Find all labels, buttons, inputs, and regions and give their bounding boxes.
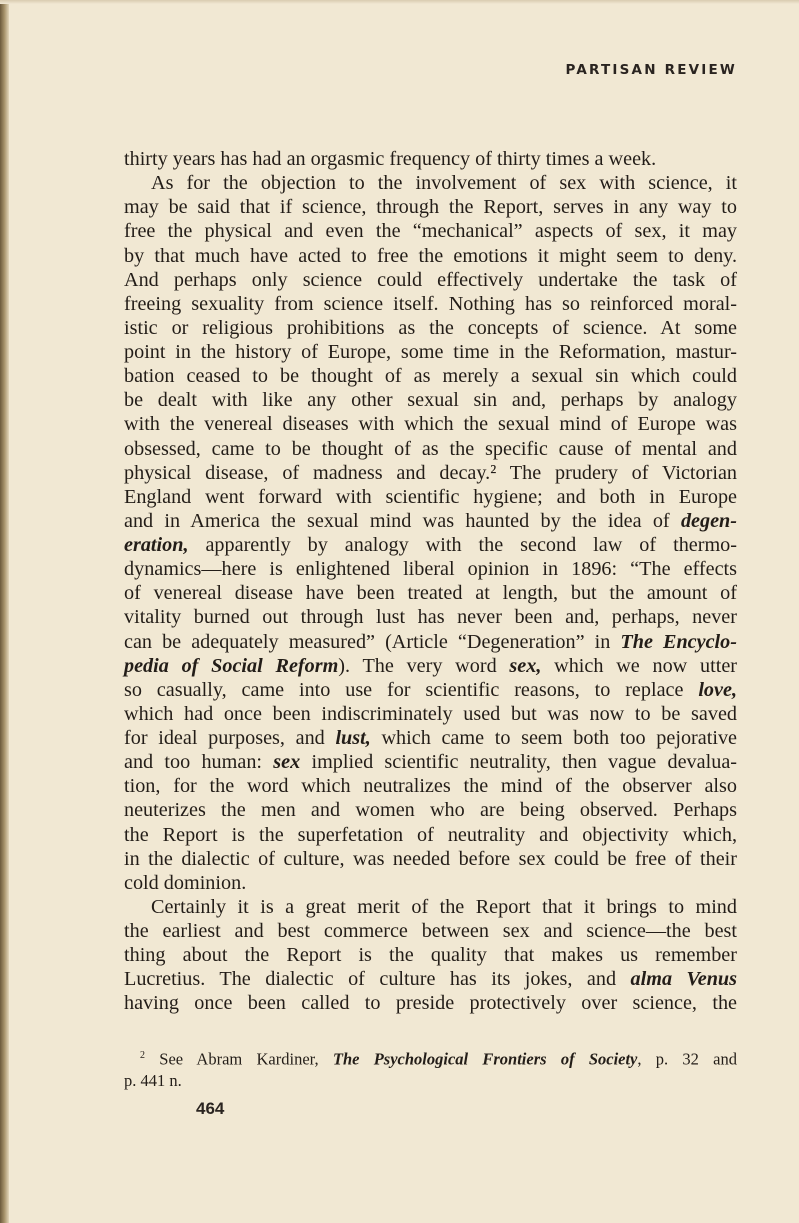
text-segment: And perhaps only science could effectively undertake the task of [124, 268, 737, 291]
page-top-edge [0, 0, 799, 4]
running-header: PARTISAN REVIEW [565, 62, 737, 78]
text-line [124, 991, 737, 1015]
text-line [124, 461, 737, 485]
text-segment: so casually, came into use for scientific reasons, to replace [124, 678, 699, 701]
text-segment: free the physical and even the “mechanical” aspects of sex, it may [124, 220, 737, 243]
text-segment: cold dominion. [124, 871, 247, 894]
italic-text: The Encyclo- [620, 630, 737, 653]
text-segment: thirty years has had an orgasmic frequency of thirty times a week. [124, 148, 657, 170]
text-line [124, 147, 737, 171]
footnote-marker: 2 [140, 1050, 145, 1061]
text-line [124, 364, 737, 388]
text-segment: of venereal disease have been treated at length, but the amount of [124, 582, 737, 605]
text-segment: in the dialectic of culture, was needed before sex could be free of their [124, 847, 737, 870]
text-line [124, 533, 737, 557]
footnote-line-2: p. 441 n. [124, 1070, 182, 1090]
text-segment: ). The very word [338, 654, 510, 677]
footnote-text: See Abram Kardiner, [159, 1049, 333, 1069]
footnote-line-1 [124, 1045, 737, 1070]
text-segment: Lucretius. The dialectic of culture has its jokes, and [124, 968, 631, 991]
italic-text: lust, [335, 727, 371, 749]
text-line [124, 292, 737, 316]
text-line [124, 847, 737, 871]
text-segment: istic or religious prohibitions as the concepts of science. At some [124, 316, 737, 339]
body-text [124, 147, 737, 1016]
text-line [124, 630, 737, 654]
text-line [124, 509, 737, 533]
italic-text: degen- [680, 509, 737, 532]
italic-text: sex, [509, 654, 542, 677]
text-segment: Certainly it is a great merit of the Report that it brings to mind [151, 895, 737, 918]
book-spine-edge [0, 0, 9, 1223]
text-line [124, 195, 737, 219]
text-segment: for ideal purposes, and [124, 727, 336, 749]
text-line [124, 678, 737, 702]
text-segment: point in the history of Europe, some time in the Reformation, mastur- [124, 341, 737, 363]
text-line [124, 485, 737, 509]
text-segment: the Report is the superfetation of neutrality and objectivity which, [124, 823, 737, 846]
text-line [124, 943, 737, 967]
text-segment: which had once been indiscriminately used but was now to be saved [124, 702, 737, 725]
text-segment: which we now utter [541, 654, 737, 677]
text-line [124, 774, 737, 798]
text-segment: As for the objection to the involvement of sex with science, it [151, 172, 737, 195]
text-segment: tion, for the word which neutralizes the mind of the observer also [124, 775, 737, 798]
text-segment: can be adequately measured” (Article “Degeneration” in [124, 630, 621, 653]
text-line [124, 557, 737, 581]
text-line [124, 702, 737, 726]
text-segment: vitality burned out through lust has never been and, perhaps, never [124, 606, 737, 629]
text-line [124, 581, 737, 605]
text-line [124, 895, 737, 919]
text-segment: England went forward with scientific hygiene; and both in Europe [124, 485, 737, 508]
text-line [124, 919, 737, 943]
text-line [124, 823, 737, 847]
footnote [124, 1045, 737, 1091]
text-line [124, 871, 737, 895]
text-segment: bation ceased to be thought of as merely a sexual sin which could [124, 365, 737, 388]
text-line [124, 605, 737, 629]
text-line [124, 219, 737, 243]
italic-text: sex [273, 751, 301, 774]
text-segment: neuterizes the men and women who are being observed. Perhaps [124, 799, 737, 822]
page-number: 464 [196, 1099, 225, 1118]
text-line [124, 171, 737, 195]
text-line [124, 268, 737, 292]
text-segment: having once been called to preside protectively over science, the [124, 992, 737, 1015]
text-line [124, 340, 737, 364]
text-line [124, 798, 737, 822]
text-segment: which came to seem both too pejorative [370, 727, 737, 749]
text-segment: may be said that if science, through the Report, serves in any way to [124, 196, 737, 219]
text-segment: by that much have acted to free the emotions it might seem to deny. [124, 244, 737, 267]
italic-text: alma Venus [630, 968, 738, 991]
text-segment: apparently by analogy with the second law of thermo- [188, 534, 737, 556]
italic-text: eration, [124, 534, 189, 556]
text-line [124, 316, 737, 340]
footnote-text: , p. 32 and [637, 1049, 737, 1069]
text-segment: thing about the Report is the quality that makes us remember [124, 944, 737, 967]
text-line [124, 654, 737, 678]
text-line [124, 726, 737, 750]
text-line [124, 437, 737, 461]
text-segment: and in America the sexual mind was haunted by the idea of [124, 509, 681, 532]
text-line [124, 967, 737, 991]
text-segment: dynamics—here is enlightened liberal opinion in 1896: “The effects [124, 558, 737, 581]
text-segment: with the venereal diseases with which the sexual mind of Europe was [124, 413, 737, 436]
text-segment: and too human: [124, 751, 274, 774]
text-segment: freeing sexuality from science itself. Nothing has so reinforced moral- [124, 292, 737, 315]
text-line [124, 244, 737, 268]
text-line [124, 412, 737, 436]
italic-text: love, [698, 678, 737, 701]
text-segment: implied scientific neutrality, then vague devalua- [300, 751, 738, 774]
text-line [124, 388, 737, 412]
italic-text: pedia of Social Reform [124, 654, 339, 677]
text-segment: be dealt with like any other sexual sin and, perhaps by analogy [124, 389, 737, 412]
text-segment: obsessed, came to be thought of as the specific cause of mental and [124, 437, 737, 460]
text-segment: physical disease, of madness and decay.² The prudery of Victorian [124, 461, 737, 484]
footnote-book-title: The Psychological Frontiers of Society [332, 1049, 638, 1069]
text-segment: the earliest and best commerce between sex and science—the best [124, 920, 737, 942]
text-line [124, 750, 737, 774]
